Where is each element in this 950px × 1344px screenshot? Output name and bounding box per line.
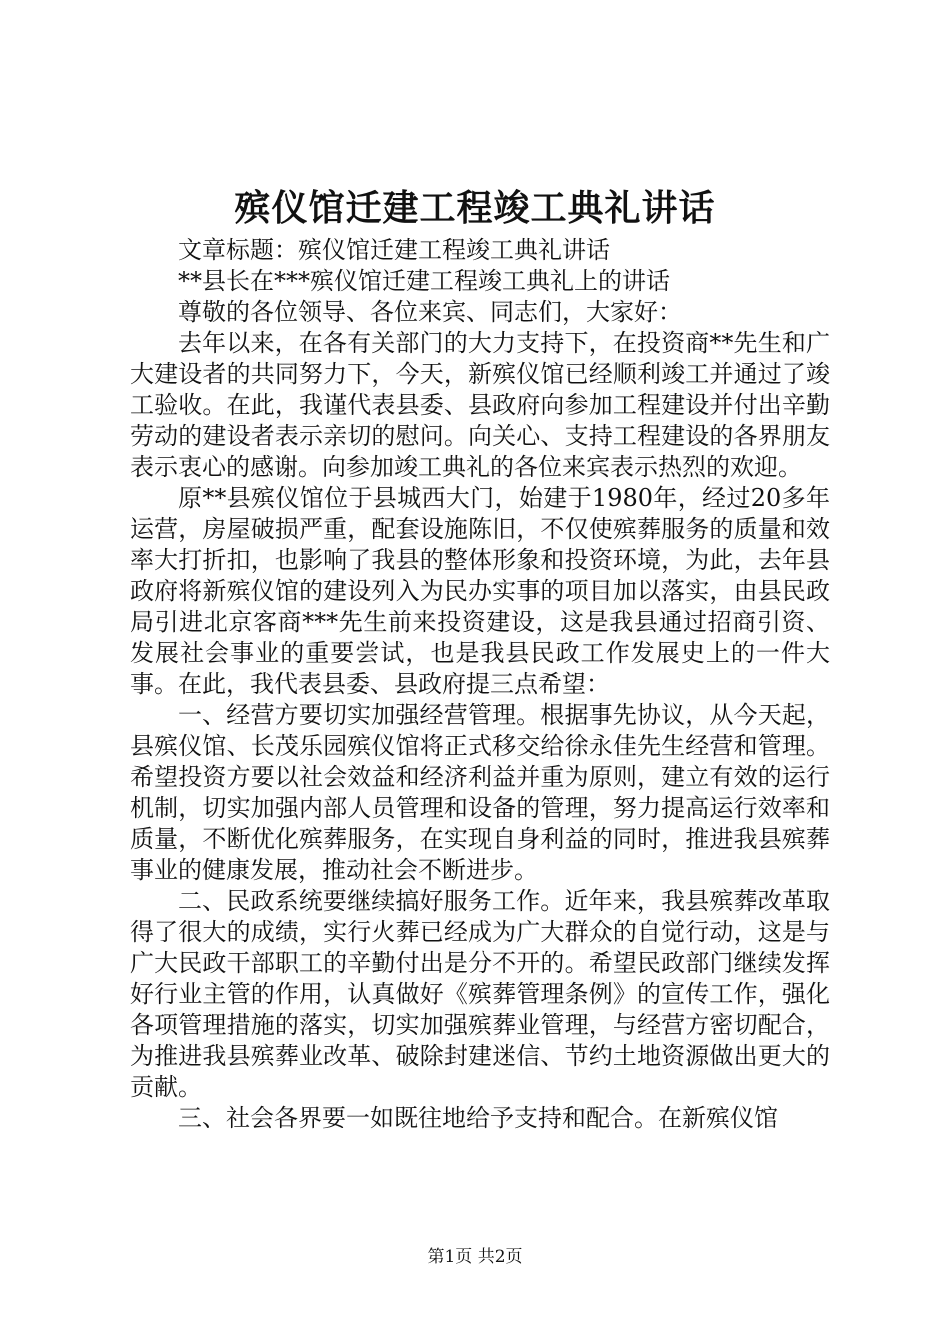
paragraph-body: 一、经营方要切实加强经营管理。根据事先协议，从今天起，县殡仪馆、长茂乐园殡仪馆将正式移交给徐永佳先生经营和管理。希望投资方要以社会效益和经济利益并重为原则，建立有效的运行机制，切实加强内部人员管理和设备的管理，努力提高运行效率和质量，不断优化殡葬服务，在实现自身利益的同时，推进我县殡葬事业的健康发展，推动社会不断进步。 xyxy=(130,701,830,884)
paragraph-body: 二、民政系统要继续搞好服务工作。近年来，我县殡葬改革取得了很大的成绩，实行火葬已经成为广大群众的自觉行动，这是与广大民政干部职工的辛勤付出是分不开的。希望民政部门继续发挥好行业主管的作用，认真做好《殡葬管理条例》的宣传工作，强化各项管理措施的落实，切实加强殡葬业管理，与经营方密切配合，为推进我县殡葬业改革、破除封建迷信、节约土地资源做出更大的贡献。 xyxy=(130,887,830,1101)
paragraph-speaker-line: **县长在***殡仪馆迁建工程竣工典礼上的讲话 xyxy=(178,267,670,295)
document-body xyxy=(130,235,830,1134)
document-title: 殡仪馆迁建工程竣工典礼讲话 xyxy=(234,187,716,229)
paragraph-article-title: 文章标题：殡仪馆迁建工程竣工典礼讲话 xyxy=(178,236,610,264)
paragraph-body: 三、社会各界要一如既往地给予支持和配合。在新殡仪馆 xyxy=(178,1104,778,1132)
paragraph-greeting: 尊敬的各位领导、各位来宾、同志们，大家好： xyxy=(178,298,682,326)
paragraph-body: 原**县殡仪馆位于县城西大门，始建于1980年，经过20多年运营，房屋破损严重，配套设施陈旧，不仅使殡葬服务的质量和效率大打折扣，也影响了我县的整体形象和投资环境，为此，去年县政府将新殡仪馆的建设列入为民办实事的项目加以落实，由县民政局引进北京客商***先生前来投资建设，这是我县通过招商引资、发展社会事业的重要尝试，也是我县民政工作发展史上的一件大事。在此，我代表县委、县政府提三点希望： xyxy=(130,484,830,698)
page-number-footer: 第1页 共2页 xyxy=(427,1247,523,1267)
paragraph-body: 去年以来，在各有关部门的大力支持下，在投资商**先生和广大建设者的共同努力下，今天，新殡仪馆已经顺利竣工并通过了竣工验收。在此，我谨代表县委、县政府向参加工程建设并付出辛勤劳动的建设者表示亲切的慰问。向关心、支持工程建设的各界朋友表示衷心的感谢。向参加竣工典礼的各位来宾表示热烈的欢迎。 xyxy=(130,329,830,481)
